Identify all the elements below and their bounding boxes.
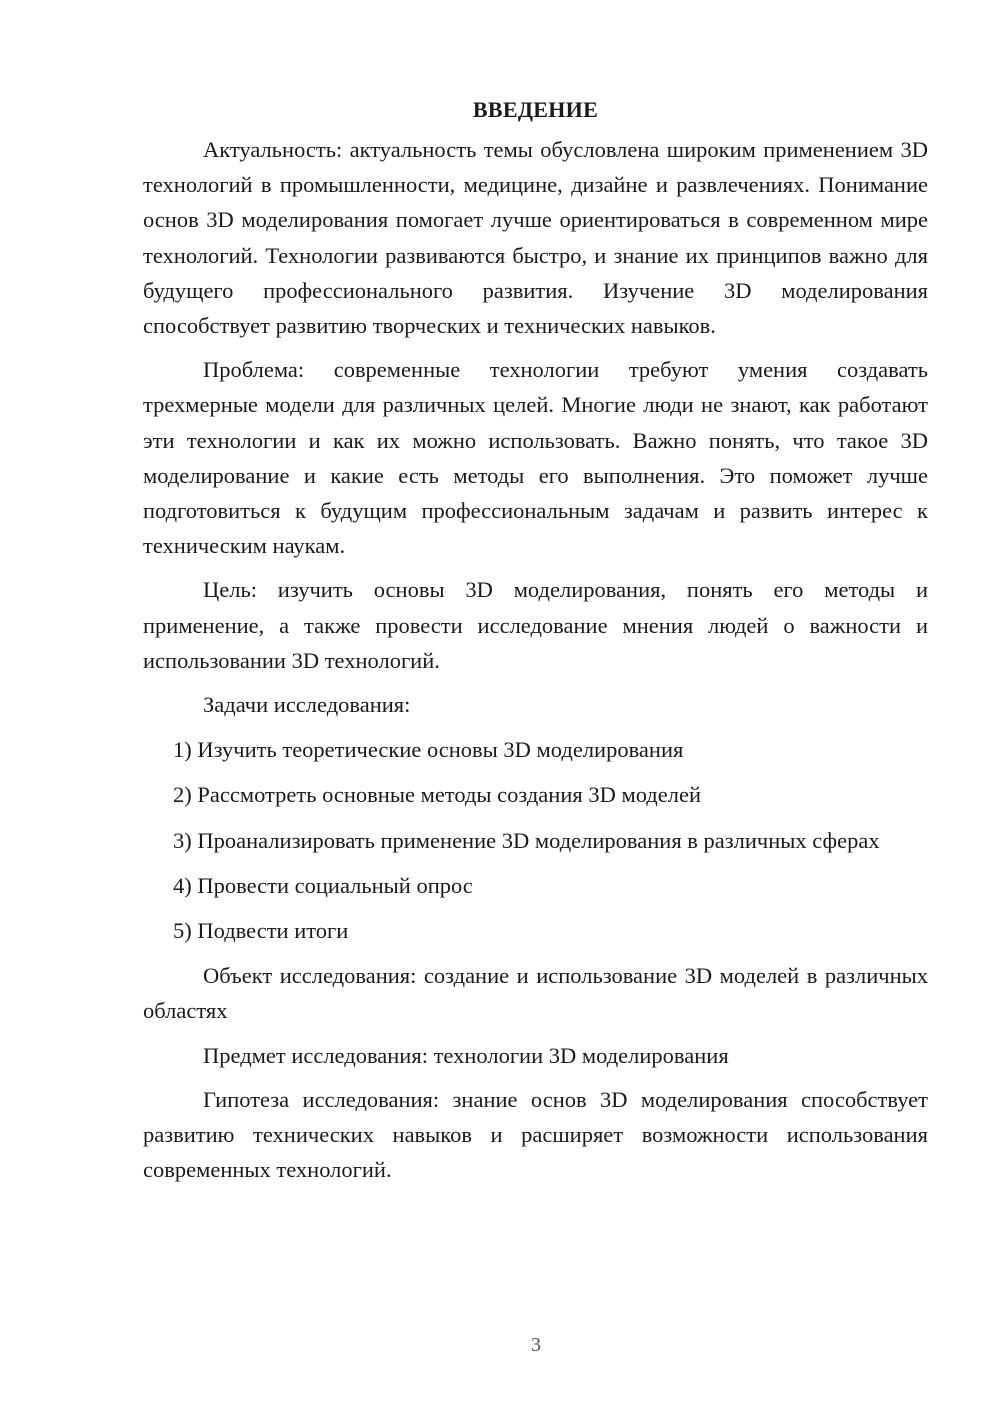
list-item: 3) Проанализировать применение 3D моделирования в различных сферах	[173, 827, 880, 853]
research-subject-paragraph: Предмет исследования: технологии 3D моделирования	[203, 1042, 729, 1068]
list-item: 4) Провести социальный опрос	[173, 872, 473, 898]
list-item: 1) Изучить теоретические основы 3D моделирования	[173, 737, 684, 763]
tasks-heading: Задачи исследования:	[203, 692, 411, 718]
list-item: 5) Подвести итоги	[173, 918, 349, 944]
page-title: ВВЕДЕНИЕ	[472, 97, 599, 122]
hypothesis-paragraph: Гипотеза исследования: знание основ 3D моделирования способствует развитию технических навыков и расширяет возможности использования современных технологий.	[143, 1086, 928, 1183]
goal-paragraph: Цель: изучить основы 3D моделирования, понять его методы и применение, а также провести исследование мнения людей о важности и использовании 3D технологий.	[143, 577, 928, 673]
research-object-paragraph: Объект исследования: создание и использование 3D моделей в различных областях	[143, 963, 928, 1024]
relevance-paragraph: Актуальность: актуальность темы обусловлена широким применением 3D технологий в промышленности, медицине, дизайне и развлечениях. Понимание основ 3D моделирования помогает лучше ориентироваться в современном мире технологий. Технологии развиваются быстро, и знание их принципов важно для будущего профессионального развития. Изучение 3D моделирования способствует развитию творческих и технических навыков.	[143, 137, 928, 339]
document-page	[143, 92, 928, 1196]
tasks-list	[143, 732, 928, 948]
page-number: 3	[531, 1334, 541, 1356]
list-item: 2) Рассмотреть основные методы создания 3D моделей	[173, 782, 701, 808]
problem-paragraph: Проблема: современные технологии требуют умения создавать трехмерные модели для различных целей. Многие люди не знают, как работают эти технологии и как их можно использовать. Важно понять, что такое 3D моделирование и какие есть методы его выполнения. Это поможет лучше подготовиться к будущим профессиональным задачам и развить интерес к техническим наукам.	[143, 357, 928, 559]
